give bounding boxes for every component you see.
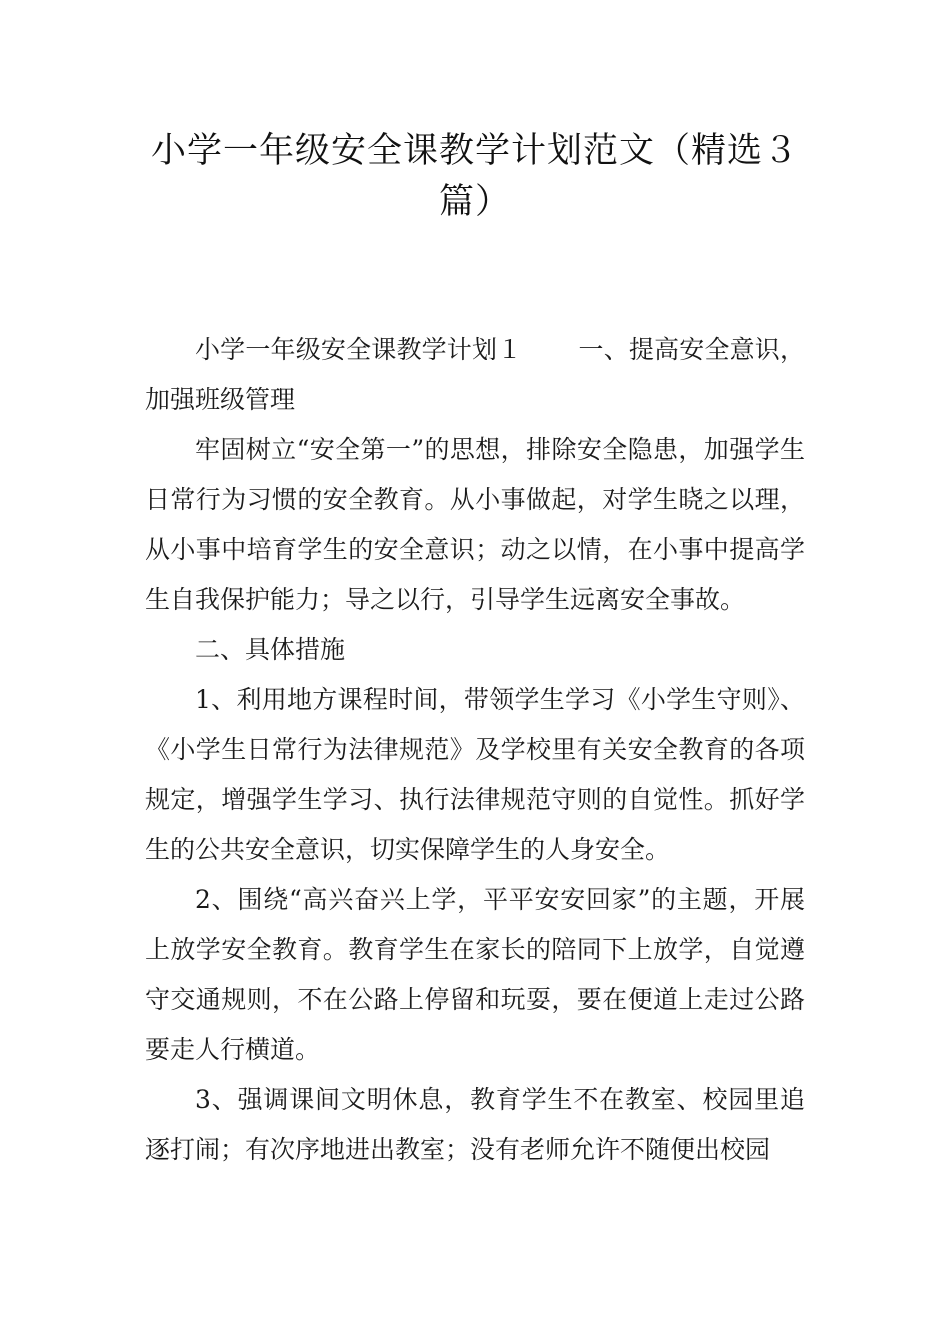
title-line-2: 篇） <box>438 182 511 222</box>
paragraph-safety-awareness: 牢固树立“安全第一”的思想，排除安全隐患，加强学生日常行为习惯的安全教育。从小事做起，对学生晓之以理，从小事中培育学生的安全意识；动之以情，在小事中提高学生自我保护能力；导之以行，引导学生远离安全事故。 <box>145 435 805 614</box>
paragraph-measure-1: 1、利用地方课程时间，带领学生学习《小学生守则》、《小学生日常行为法律规范》及学校里有关安全教育的各项规定，增强学生学习、执行法律规范守则的自觉性。抓好学生的公共安全意识，切实保障学生的人身安全。 <box>145 685 805 864</box>
title-line-1: 小学一年级安全课教学计划范文（精选３ <box>150 131 799 171</box>
section-heading-paragraph <box>145 325 805 425</box>
paragraph-measure-3: 3、强调课间文明休息，教育学生不在教室、校园里追逐打闹；有次序地进出教室；没有老师允许不随便出校园 <box>145 1085 805 1164</box>
section-one-heading: 一、提高安全意识，加强班级管理 <box>145 335 805 414</box>
document-title <box>120 126 830 228</box>
plan-heading: 小学一年级安全课教学计划１ <box>195 335 523 364</box>
paragraph-measure-2: 2、围绕“高兴奋兴上学，平平安安回家”的主题，开展上放学安全教育。教育学生在家长的陪同下上放学，自觉遵守交通规则，不在公路上停留和玩耍，要在便道上走过公路要走人行横道。 <box>145 885 805 1064</box>
section-two-heading: 二、具体措施 <box>195 635 346 664</box>
document-body <box>145 325 805 1175</box>
